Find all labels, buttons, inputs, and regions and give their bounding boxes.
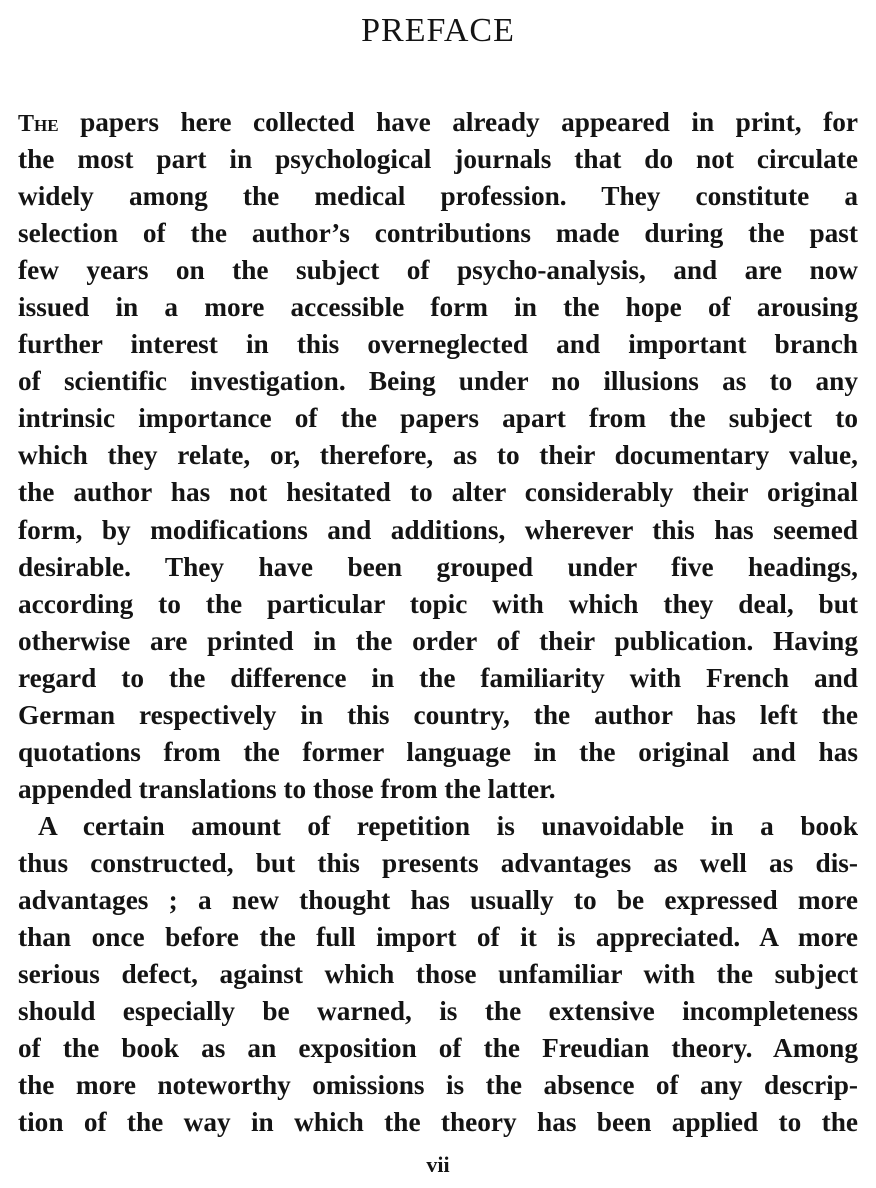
paragraph-2-line: than once before the full import of it is appreciated. A more	[18, 922, 858, 953]
paragraph-lead-word: The	[18, 111, 59, 137]
paragraph-1-line: regard to the difference in the familiarity with French and	[18, 662, 858, 693]
paragraph-1-line: form, by modifications and additions, wherever this has seemed	[18, 514, 858, 545]
paragraph-1-line: quotations from the former language in the original and has	[18, 736, 858, 767]
paragraph-2-line: thus constructed, but this presents advantages as well as dis-	[18, 847, 858, 878]
paragraph-1-line: the most part in psychological journals that do not circulate	[18, 144, 858, 175]
paragraph-1-line: widely among the medical profession. They constitute a	[18, 181, 858, 212]
page-title: PREFACE	[361, 12, 515, 49]
paragraph-1-line: German respectively in this country, the author has left the	[18, 699, 858, 730]
paragraph-1-line: issued in a more accessible form in the hope of arousing	[18, 292, 858, 323]
paragraph-1-line-text: papers here collected have already appeared in print, for	[58, 107, 858, 137]
paragraph-1-line: which they relate, or, therefore, as to their documentary value,	[18, 440, 858, 471]
paragraph-1-line: intrinsic importance of the papers apart from the subject to	[18, 403, 858, 434]
paragraph-1-line: the author has not hesitated to alter considerably their original	[18, 477, 858, 508]
paragraph-2-line: A certain amount of repetition is unavoidable in a book	[38, 810, 858, 841]
paragraph-1-line: few years on the subject of psycho-analysis, and are now	[18, 255, 858, 286]
paragraph-1-line: of scientific investigation. Being under no illusions as to any	[18, 366, 858, 397]
paragraph-1-line: further interest in this overneglected and important branch	[18, 329, 858, 360]
paragraph-1-line	[18, 104, 858, 141]
paragraph-2-line: of the book as an exposition of the Freudian theory. Among	[18, 1033, 858, 1064]
paragraph-2-line: serious defect, against which those unfamiliar with the subject	[18, 959, 858, 990]
paragraph-2-line: the more noteworthy omissions is the absence of any descrip-	[18, 1070, 858, 1101]
paragraph-2-line: advantages ; a new thought has usually to be expressed more	[18, 884, 858, 915]
page-number: vii	[426, 1152, 450, 1177]
body-text	[18, 104, 858, 1141]
paragraph-1-line: according to the particular topic with which they deal, but	[18, 588, 858, 619]
paragraph-2-line: should especially be warned, is the extensive incompleteness	[18, 996, 858, 1027]
paragraph-1-line: otherwise are printed in the order of their publication. Having	[18, 625, 858, 656]
paragraph-2-line: tion of the way in which the theory has been applied to the	[18, 1107, 858, 1138]
paragraph-1-line: appended translations to those from the latter.	[18, 773, 556, 804]
paragraph-1-line: selection of the author’s contributions made during the past	[18, 218, 858, 249]
paragraph-1-line: desirable. They have been grouped under five headings,	[18, 551, 858, 582]
